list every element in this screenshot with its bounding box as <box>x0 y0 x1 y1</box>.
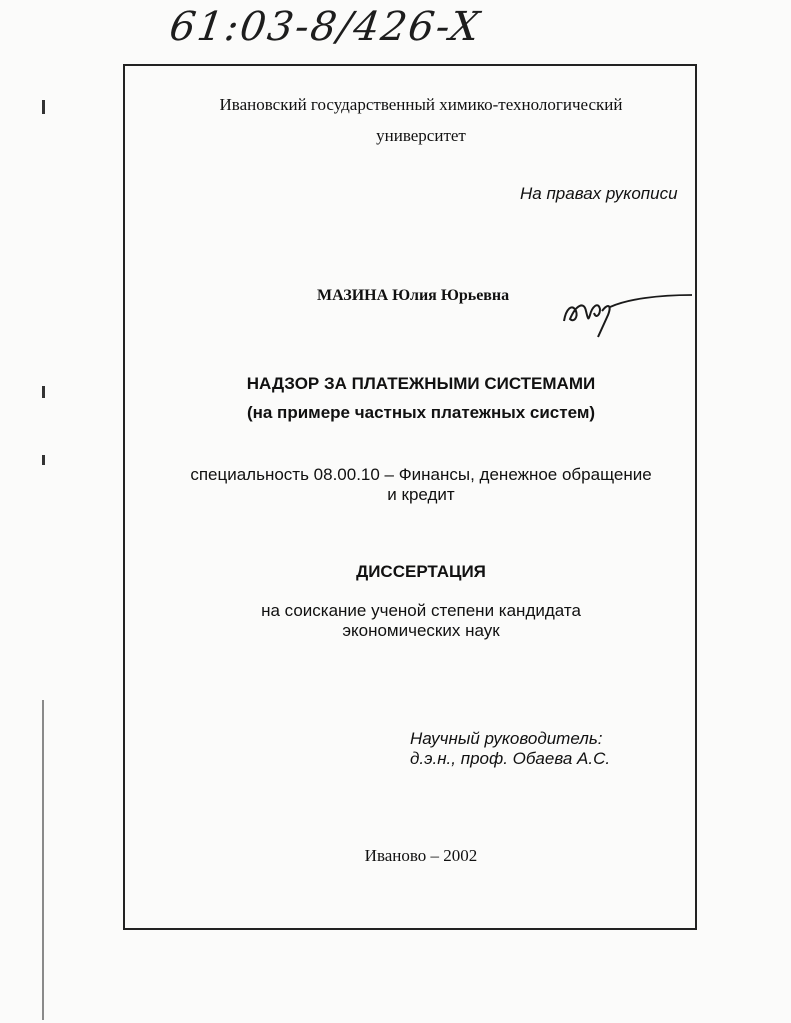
call-number: 61:03-8/426-X <box>166 4 484 50</box>
scan-mark-2 <box>42 386 45 398</box>
author-name <box>317 287 509 305</box>
supervisor-label: Научный руководитель: <box>410 729 603 748</box>
author-surname: МАЗИНА <box>317 287 389 304</box>
place-year: Иваново – 2002 <box>364 846 478 865</box>
institution-line-1: Ивановский государственный химико-технологический <box>219 95 623 114</box>
thesis-title: НАДЗОР ЗА ПЛАТЕЖНЫМИ СИСТЕМАМИ <box>246 374 596 393</box>
institution-line-2: университет <box>376 126 466 145</box>
degree-line-1: на соискание ученой степени кандидата <box>261 601 581 620</box>
scan-mark-3 <box>42 455 45 465</box>
scan-mark-1 <box>42 100 45 114</box>
specialty-line-2: и кредит <box>387 485 455 504</box>
supervisor-name: д.э.н., проф. Обаева А.С. <box>410 749 611 768</box>
degree-line-2: экономических наук <box>342 621 500 640</box>
signature <box>558 285 698 345</box>
specialty-line-1: специальность 08.00.10 – Финансы, денежное обращение <box>190 465 652 484</box>
document-type: ДИССЕРТАЦИЯ <box>356 562 486 581</box>
scan-mark-4 <box>42 700 44 1020</box>
author-given-names: Юлия Юрьевна <box>392 287 510 304</box>
thesis-subtitle: (на примере частных платежных систем) <box>246 403 596 422</box>
rights-note: На правах рукописи <box>520 184 678 203</box>
